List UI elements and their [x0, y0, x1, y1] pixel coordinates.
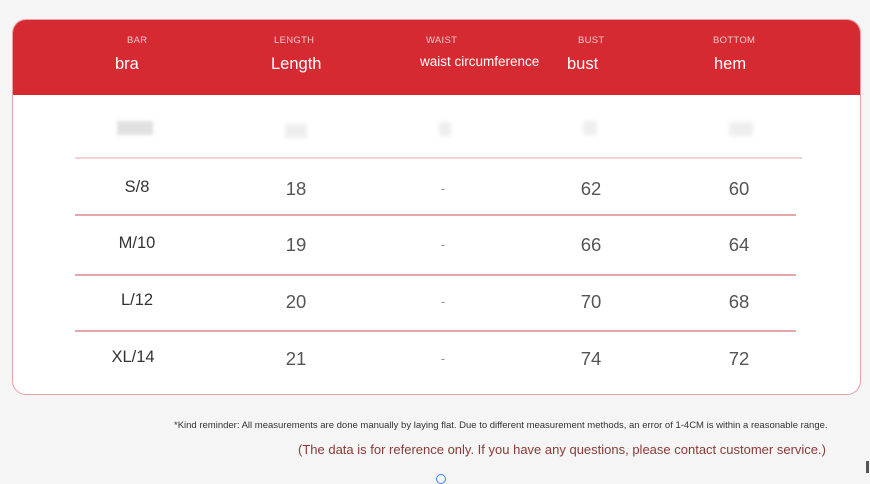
reference-note: (The data is for reference only. If you have any questions, please contact customer service.) — [298, 442, 826, 457]
header-col-bottom-label: hem — [714, 55, 747, 73]
cell-length: 19 — [285, 234, 307, 255]
header-col-bar-en: BAR — [127, 35, 148, 46]
cell-size: XL/14 — [111, 348, 155, 366]
measurement-reminder: *Kind reminder: All measurements are done manually by laying flat. Due to different measurement methods, an error of 1-4CM is within a reasonable range. — [174, 420, 828, 431]
cell-length: 20 — [285, 291, 307, 312]
cell-waist: - — [440, 350, 446, 366]
row-divider — [75, 157, 802, 159]
row-divider — [75, 214, 796, 216]
cell-size: S/8 — [124, 178, 150, 196]
obscured-subheader-row — [13, 118, 860, 136]
cursor-indicator — [436, 474, 446, 484]
cell-hem: 60 — [728, 178, 750, 199]
cell-bust: 66 — [580, 234, 602, 255]
cell-hem: 72 — [728, 348, 750, 369]
header-col-bar-label: bra — [115, 55, 139, 73]
row-divider — [75, 274, 796, 276]
header-col-bottom-en: BOTTOM — [713, 35, 756, 46]
header-col-length-en: LENGTH — [274, 35, 315, 46]
table-header — [13, 20, 860, 95]
window-edge — [866, 461, 869, 473]
header-col-waist-en: WAIST — [426, 35, 458, 46]
cell-waist: - — [440, 236, 446, 252]
header-col-waist-label: waist circumference — [420, 54, 540, 69]
header-col-bust-en: BUST — [578, 35, 605, 46]
cell-waist: - — [440, 180, 446, 196]
cell-length: 18 — [285, 178, 307, 199]
cell-size: L/12 — [120, 291, 154, 309]
cell-length: 21 — [285, 348, 307, 369]
cell-size: M/10 — [118, 234, 156, 252]
cell-bust: 74 — [580, 348, 602, 369]
row-divider — [75, 330, 796, 332]
cell-hem: 68 — [728, 291, 750, 312]
cell-bust: 70 — [580, 291, 602, 312]
cell-hem: 64 — [728, 234, 750, 255]
header-col-length-label: Length — [271, 55, 322, 73]
cell-waist: - — [440, 293, 446, 309]
header-col-bust-label: bust — [567, 55, 599, 73]
size-chart-card — [12, 19, 861, 395]
cell-bust: 62 — [580, 178, 602, 199]
